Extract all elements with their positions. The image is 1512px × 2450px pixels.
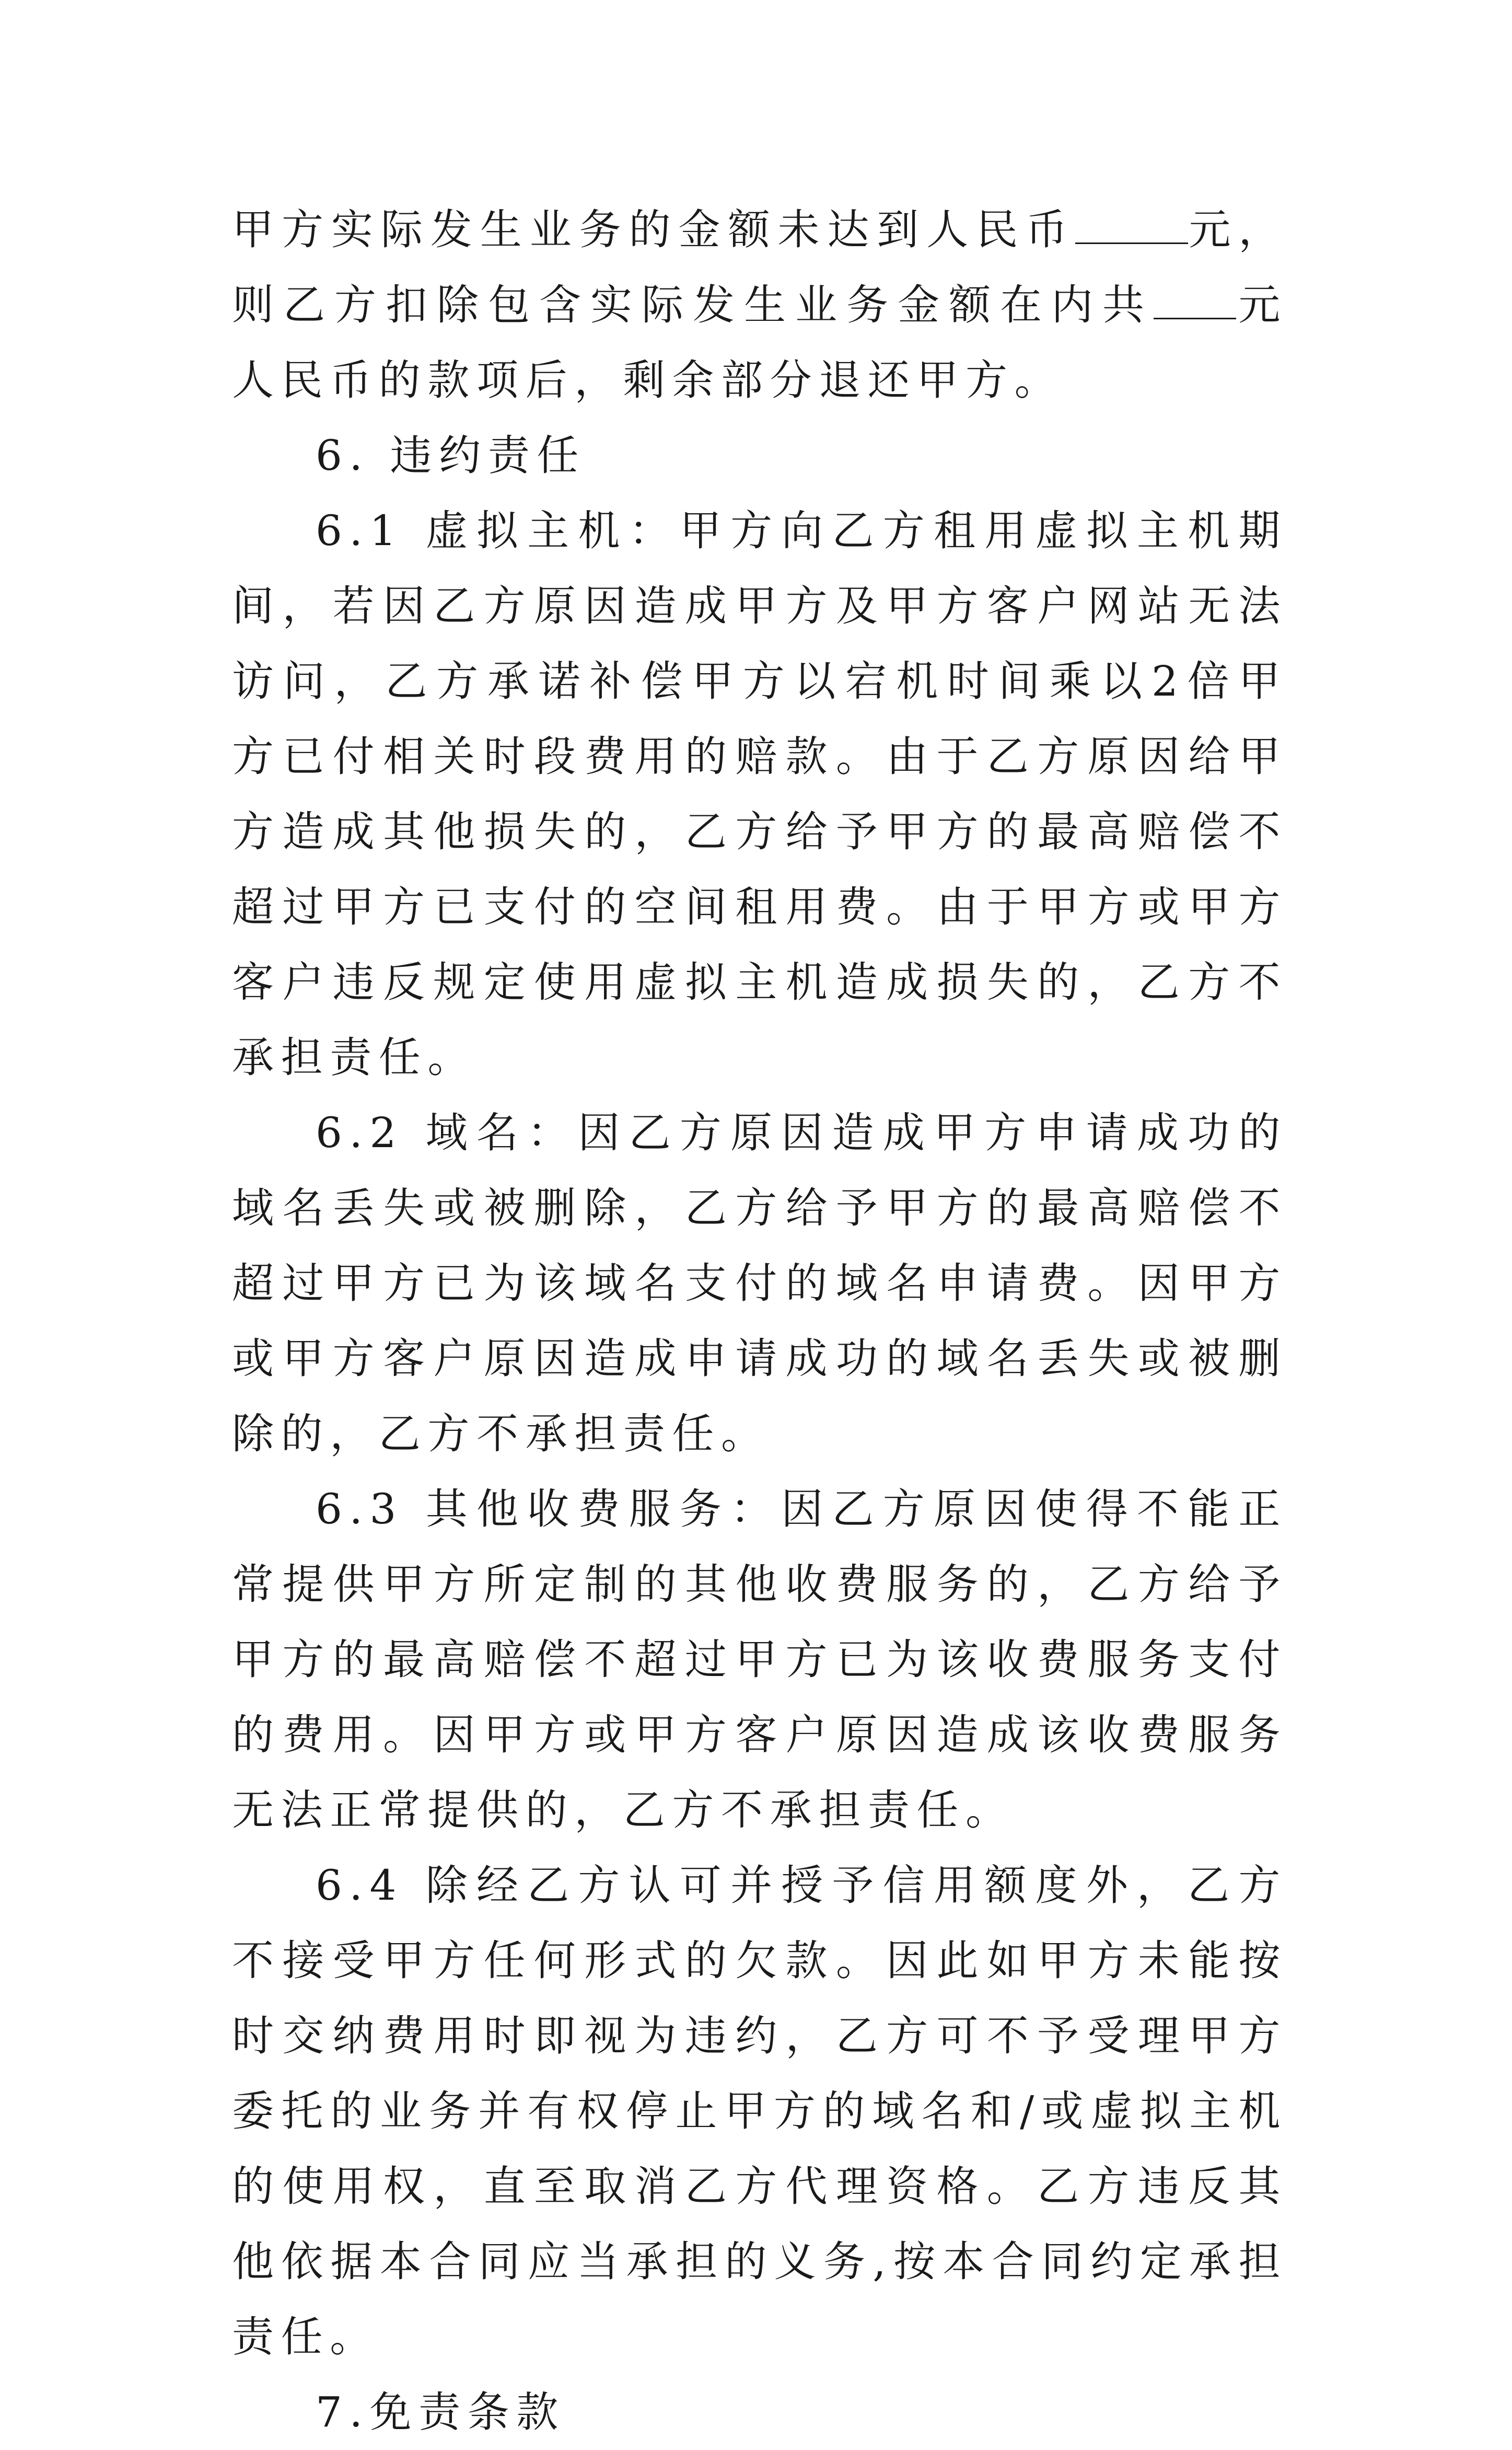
blank-total-field xyxy=(1154,280,1236,319)
paragraph-text-part: 元人民币的款项后，剩余部分退还甲方。 xyxy=(232,281,1287,405)
paragraph-text-part: 元，则乙方扣除包含实际发生业务金额在内共 xyxy=(232,205,1288,329)
paragraph-text-part: 甲方实际发生业务的金额未达到人民币 xyxy=(232,205,1076,254)
paragraph-payment-refund xyxy=(232,192,1287,418)
clause-credit-and-arrears: 6.4 除经乙方认可并授予信用额度外，乙方不接受甲方任何形式的欠款。因此如甲方未能按时交纳费用时即视为违约，乙方可不予受理甲方委托的业务并有权停止甲方的域名和/或虚拟主机的使用权，直至取消乙方代理资格。乙方违反其他依据本合同应当承担的义务,按本合同约定承担责任。 xyxy=(232,1861,1287,2361)
clause-other-paid-services: 6.3 其他收费服务：因乙方原因使得不能正常提供甲方所定制的其他收费服务的，乙方给予甲方的最高赔偿不超过甲方已为该收费服务支付的费用。因甲方或甲方客户原因造成该收费服务无法正常提供的，乙方不承担责任。 xyxy=(232,1485,1287,1834)
section-heading-disclaimer: 7.免责条款 xyxy=(316,2388,565,2436)
document-body xyxy=(232,192,1287,2450)
section-heading-breach-liability: 6. 违约责任 xyxy=(316,431,586,480)
clause-domain-name: 6.2 域名：因乙方原因造成甲方申请成功的域名丢失或被删除，乙方给予甲方的最高赔偿不超过甲方已为该域名支付的域名申请费。因甲方或甲方客户原因造成申请成功的域名丢失或被删除的，乙方不承担责任。 xyxy=(232,1108,1287,1458)
blank-amount-field xyxy=(1075,205,1188,244)
clause-virtual-host: 6.1 虚拟主机：甲方向乙方租用虚拟主机期间，若因乙方原因造成甲方及甲方客户网站无法访问，乙方承诺补偿甲方以宕机时间乘以2倍甲方已付相关时段费用的赔款。由于乙方原因给甲方造成其他损失的，乙方给予甲方的最高赔偿不超过甲方已支付的空间租用费。由于甲方或甲方客户违反规定使用虚拟主机造成损失的，乙方不承担责任。 xyxy=(232,506,1287,1082)
